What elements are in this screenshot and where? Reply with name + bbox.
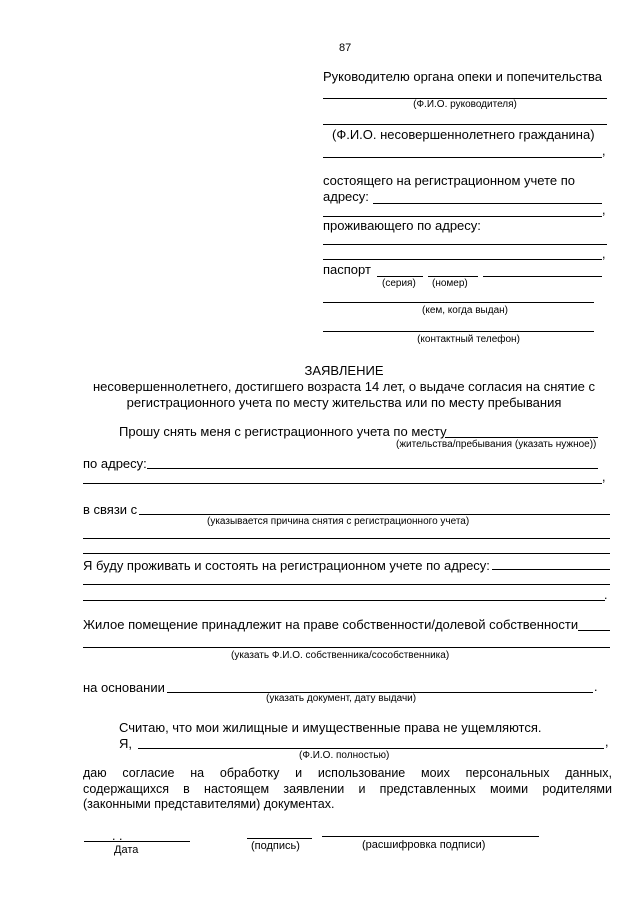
phone-field[interactable]	[323, 331, 594, 332]
due-to-label: в связи с	[83, 502, 138, 517]
consent-line-1: даю согласие на обработку и использование моих персональных данных,	[83, 766, 612, 780]
passport-label: паспорт	[323, 262, 371, 277]
minor-name-field-top[interactable]	[323, 124, 607, 125]
owner-hint: (указать Ф.И.О. собственника/сособственника)	[231, 650, 450, 661]
minor-name-label: (Ф.И.О. несовершеннолетнего гражданина)	[332, 127, 595, 142]
place-hint: (жительства/пребывания (указать нужное))	[396, 439, 597, 450]
basis-hint: (указать документ, дату выдачи)	[266, 693, 417, 704]
signature-decode-label: (расшифровка подписи)	[362, 839, 486, 851]
signature-decode-field[interactable]	[322, 836, 539, 837]
issued-hint: (кем, когда выдан)	[422, 305, 508, 316]
reason-hint: (указывается причина снятия с регистрационного учета)	[207, 516, 470, 527]
minor-name-field[interactable]	[323, 157, 602, 158]
consent-line-2: содержащихся в настоящем заявлении и представленных моими родителями	[83, 782, 612, 796]
passport-number-field[interactable]	[428, 276, 478, 277]
reason-field[interactable]	[139, 514, 610, 515]
new-address-field-3[interactable]	[83, 600, 605, 601]
title-line-2: регистрационного учета по месту жительства или по месту пребывания	[126, 395, 562, 410]
comma: ,	[602, 247, 606, 261]
request-text: Прошу снять меня с регистрационного учета по месту	[119, 424, 447, 439]
by-address-label: по адресу:	[83, 456, 147, 471]
registered-address-label: адресу:	[323, 189, 369, 204]
title-line-1: несовершеннолетнего, достигшего возраста 14 лет, о выдаче согласия на снятие с	[92, 379, 596, 394]
date-separators: . .	[112, 829, 123, 843]
owner-name-field[interactable]	[83, 647, 610, 648]
registered-address-field[interactable]	[373, 203, 602, 204]
passport-series-field[interactable]	[377, 276, 423, 277]
phone-hint: (контактный телефон)	[417, 334, 520, 345]
residing-address-field[interactable]	[323, 244, 607, 245]
head-name-hint: (Ф.И.О. руководителя)	[413, 99, 517, 110]
comma: ,	[605, 735, 609, 749]
basis-label: на основании	[83, 680, 165, 695]
will-live-text: Я буду проживать и состоять на регистрационном учете по адресу:	[83, 558, 490, 573]
issued-by-field[interactable]	[323, 302, 594, 303]
address-field-2[interactable]	[83, 483, 602, 484]
registered-label: состоящего на регистрационном учете по	[323, 173, 575, 188]
address-field[interactable]	[147, 468, 598, 469]
period: .	[594, 680, 598, 694]
residing-address-field-2[interactable]	[323, 259, 602, 260]
date-label: Дата	[114, 844, 139, 856]
residing-label: проживающего по адресу:	[323, 218, 481, 233]
comma: ,	[602, 144, 606, 158]
recipient-line: Руководителю органа опеки и попечительства	[323, 69, 602, 84]
ownership-field[interactable]	[578, 630, 610, 631]
series-hint: (серия)	[382, 278, 416, 289]
new-address-field[interactable]	[492, 569, 610, 570]
page-number: 87	[339, 42, 352, 54]
period: .	[604, 588, 608, 602]
place-type-field[interactable]	[445, 437, 598, 438]
signature-field[interactable]	[247, 838, 312, 839]
comma: ,	[602, 203, 606, 217]
full-name-field[interactable]	[138, 748, 604, 749]
not-infringed-text: Считаю, что мои жилищные и имущественные права не ущемляются.	[119, 720, 542, 735]
reason-field-3[interactable]	[83, 553, 610, 554]
registered-address-field-2[interactable]	[323, 216, 602, 217]
comma: ,	[602, 470, 606, 484]
document-title: ЗАЯВЛЕНИЕ	[304, 363, 384, 378]
signature-label: (подпись)	[251, 840, 300, 852]
new-address-field-2[interactable]	[83, 584, 610, 585]
date-field[interactable]	[84, 841, 190, 842]
full-name-hint: (Ф.И.О. полностью)	[299, 750, 390, 761]
number-hint: (номер)	[432, 278, 468, 289]
consent-line-3: (законными представителями) документах.	[83, 797, 335, 811]
reason-field-2[interactable]	[83, 538, 610, 539]
ownership-text: Жилое помещение принадлежит на праве собственности/долевой собственности	[83, 617, 579, 632]
i-label: Я,	[119, 736, 132, 751]
passport-extra-field[interactable]	[483, 276, 602, 277]
